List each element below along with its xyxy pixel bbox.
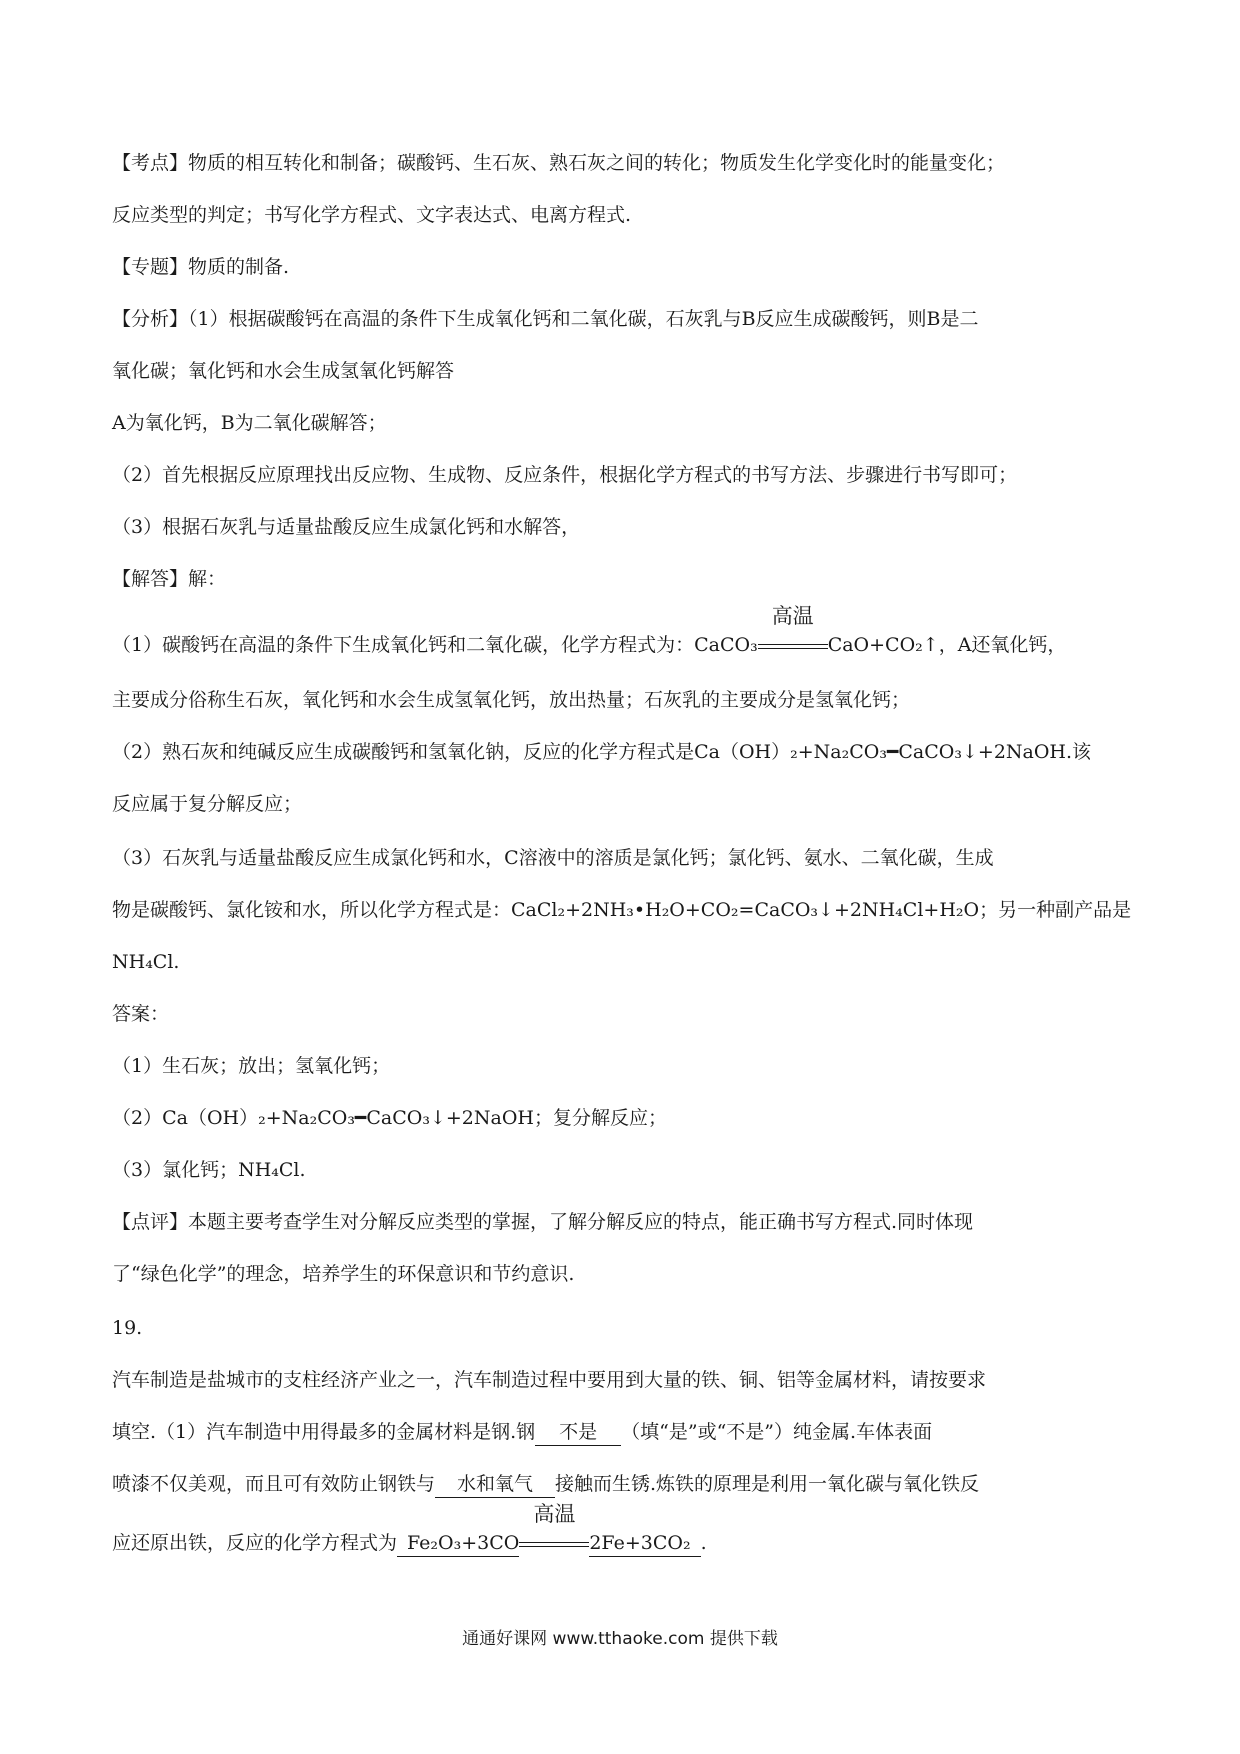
text-segment: 接触而生锈.炼铁的原理是利用一氧化碳与氧化铁反 [555,1473,980,1495]
text-segment: （1）碳酸钙在高温的条件下生成氧化钙和二氧化碳，化学方程式为：CaCO₃ [112,634,758,656]
text-segment: 填空.（1）汽车制造中用得最多的金属材料是钢.钢 [112,1421,536,1443]
text-line: 主要成分俗称生石灰，氧化钙和水会生成氢氧化钙，放出热量；石灰乳的主要成分是氢氧化钙； [112,689,911,711]
text-line: （1）生石灰；放出；氢氧化钙； [112,1055,391,1077]
answer-blank: 水和氧气 [435,1471,555,1498]
text-line: （3）氯化钙；NH₄Cl. [112,1159,306,1181]
equals-bar [519,1542,589,1547]
text-line: 【点评】本题主要考查学生对分解反应类型的掌握，了解分解反应的特点，能正确书写方程式.同时体现 [112,1211,974,1233]
text-segment: （填“是”或“不是”）纯金属.车体表面 [621,1421,933,1443]
text-line [112,1417,932,1447]
answer-blank: 不是 [535,1419,621,1446]
equation-line [112,1502,707,1558]
text-line: 答案： [112,1003,170,1025]
condition-label: 高温 [533,1502,576,1526]
text-line: 了“绿色化学”的理念，培养学生的环保意识和节约意识. [112,1263,575,1285]
equals-bar [758,644,828,649]
page-footer: 通通好课网 www.tthaoke.com 提供下载 [462,1629,778,1649]
text-line: （2）熟石灰和纯碱反应生成碳酸钙和氢氧化钠，反应的化学方程式是Ca（OH）₂+Na₂CO₃━CaCO₃↓+2NaOH.该 [112,741,1092,763]
text-line: 【分析】（1）根据碳酸钙在高温的条件下生成氧化钙和二氧化碳，石灰乳与B反应生成碳酸钙，则B是二 [112,308,979,330]
text-line: A为氧化钙，B为二氧化碳解答； [112,412,387,434]
text-line: 反应属于复分解反应； [112,793,303,815]
text-line: 【解答】解： [112,568,227,590]
text-line: 反应类型的判定；书写化学方程式、文字表达式、电离方程式. [112,204,632,226]
answer-blank: 2Fe+3CO₂ [589,1530,700,1557]
equation-line [112,604,1067,660]
reaction-condition [519,1502,589,1558]
text-line: 物是碳酸钙、氯化铵和水，所以化学方程式是：CaCl₂+2NH₃•H₂O+CO₂=CaCO₃↓+2NH₄Cl+H₂O；另一种副产品是 [112,899,1132,921]
text-line: （2）首先根据反应原理找出反应物、生成物、反应条件，根据化学方程式的书写方法、步骤进行书写即可； [112,464,1018,486]
text-line [112,1469,979,1499]
text-line: 汽车制造是盐城市的支柱经济产业之一，汽车制造过程中要用到大量的铁、铜、铝等金属材料，请按要求 [112,1369,987,1391]
text-line: （3）根据石灰乳与适量盐酸反应生成氯化钙和水解答， [112,516,581,538]
text-line: NH₄Cl. [112,951,180,973]
text-line: 【专题】物质的制备. [112,256,290,278]
answer-blank: Fe₂O₃+3CO [397,1530,519,1557]
text-segment: 应还原出铁，反应的化学方程式为 [112,1532,398,1554]
text-segment: . [700,1532,707,1554]
text-line: （3）石灰乳与适量盐酸反应生成氯化钙和水，C溶液中的溶质是氯化钙；氯化钙、氨水、二氧化碳，生成 [112,847,994,869]
text-line: 【考点】物质的相互转化和制备；碳酸钙、生石灰、熟石灰之间的转化；物质发生化学变化时的能量变化； [112,152,1006,174]
question-number: 19. [112,1317,143,1339]
text-segment: 喷漆不仅美观，而且可有效防止钢铁与 [112,1473,436,1495]
condition-label: 高温 [771,604,814,628]
text-segment: CaO+CO₂↑，A还氧化钙， [827,634,1067,656]
text-line: （2）Ca（OH）₂+Na₂CO₃━CaCO₃↓+2NaOH；复分解反应； [112,1107,667,1129]
reaction-condition [758,604,828,660]
text-line: 氧化碳；氧化钙和水会生成氢氧化钙解答 [112,360,455,382]
